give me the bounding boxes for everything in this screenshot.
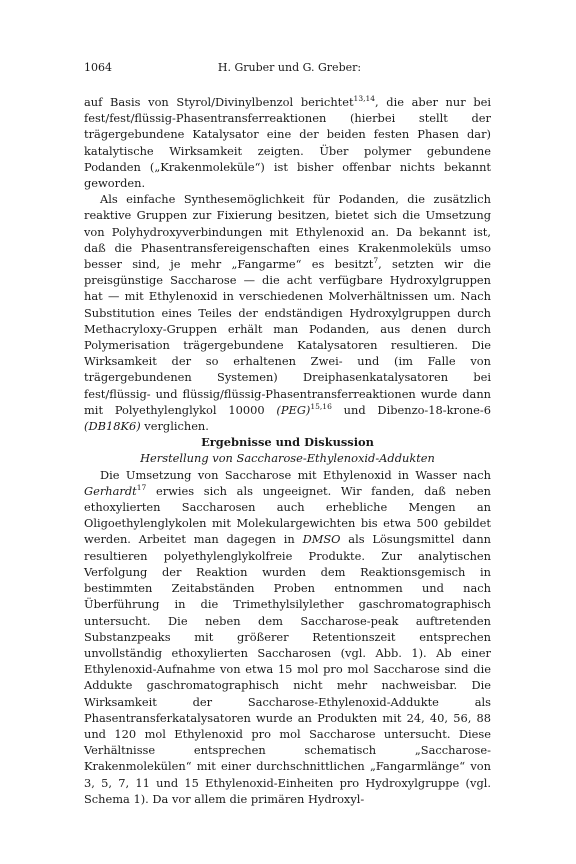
running-header-authors: H. Gruber und G. Greber: <box>217 61 362 74</box>
text-run: Die Umsetzung von Saccharose mit Ethylenoxid in Wasser nach <box>100 467 491 482</box>
text-run: Als einfache Synthesemöglichkeit für Podanden, die zusätzlich reaktive Gruppen zur Fixierung besitzen, bietet sich die Umsetzung von Polyhydroxyverbindungen mit Ethylenoxid an. Da bekannt ist, daß die Phasentransfereigenschaften eines Krakenmoleküls umso besser sind, je mehr „Fangarme“ es besitzt <box>84 192 491 272</box>
abbreviation: DMSO <box>302 532 341 547</box>
citation-ref: 7 <box>373 256 379 266</box>
subsection-heading: Herstellung von Saccharose-Ethylenoxid-Addukten <box>140 451 435 466</box>
text-run: und Dibenzo-18-krone-6 <box>331 402 492 417</box>
body-text <box>84 94 491 807</box>
paragraph-3 <box>84 467 491 807</box>
text-run: als Lösungsmittel dann resultieren polyethylenglykolfreie Produkte. Zur analytischen Verfolgung der Reaktion wurden dem Reaktionsgemisch in bestimmten Zeitabständen Proben entnommen und nach Überführung in die Trimethylsilylether gaschromatographisch untersucht. Die neben dem Saccharose-peak auftretenden Substanzpeaks mit größerer Retentionszeit entsprechen unvollständig ethoxylierten Saccharosen (vgl. Abb. 1). Ab einer Ethylenoxid-Aufnahme von etwa 15 mol pro mol Saccharose sind die Addukte gaschromatographisch nicht mehr nachweisbar. Die Wirksamkeit der Saccharose-Ethylenoxid-Addukte als Phasentransferkatalysatoren wurde an Produkten mit 24, 40, 56, 88 und 120 mol Ethylenoxid pro mol Saccharose untersucht. Diese Verhältnisse entsprechen schematisch „Saccharose-Krakenmolekülen“ mit einer durchschnittlichen „Fangarmlänge“ von 3, 5, 7, 11 und 15 Ethylenoxid-Einheiten pro Hydroxylgruppe (vgl. Schema 1). Da vor allem die primären Hydroxyl- <box>84 532 491 806</box>
text-run: , die aber nur bei fest/fest/flüssig-Phasentransferreaktionen (hierbei stellt der trägergebundene Katalysator eine der beiden festen Phasen dar) katalytische Wirksamkeit zeigten. Über polymer gebundene Podanden („Krakenmoleküle“) ist bisher offenbar nichts bekannt geworden. <box>84 95 491 191</box>
text-run: auf Basis von Styrol/Divinylbenzol berichtet <box>84 95 354 109</box>
abbreviation: (PEG) <box>276 402 311 417</box>
author-name: Gerhardt <box>84 483 137 498</box>
text-run: , setzten wir die preisgünstige Saccharose — die acht verfügbare Hydroxylgruppen hat — mit Ethylenoxid in verschiedenen Molverhältnissen um. Nach Substitution eines Teiles der endständigen Hydroxylgruppen durch Methacryloxy-Gruppen erhält man Podanden, aus denen durch Polymerisation trägergebundene Katalysatoren resultieren. Die Wirksamkeit der so erhaltenen Zwei- und (im Falle von trägergebundenen Systemen) Dreiphasenkatalysatoren bei fest/flüssig- und flüssig/flüssig-Phasentransferreaktionen wurde dann mit Polyethylenglykol 10000 <box>84 257 491 417</box>
running-header <box>84 61 495 77</box>
citation-ref: 13,14 <box>353 94 376 103</box>
abbreviation: (DB18K6) <box>84 419 141 434</box>
citation-ref: 15,16 <box>310 401 332 411</box>
paragraph-2 <box>84 191 491 434</box>
citation-ref: 17 <box>136 482 147 492</box>
section-heading: Ergebnisse und Diskussion <box>201 435 374 450</box>
text-run: erwies sich als ungeeignet. Wir fanden, daß neben ethoxylierten Saccharosen auch erhebliche Mengen an Oligoethylenglykolen mit Molekulargewichten bis etwa 500 gebildet werden. Arbeitet man dagegen in <box>84 483 491 547</box>
paragraph-1 <box>84 94 491 191</box>
text-run: verglichen. <box>140 419 209 434</box>
page-number: 1064 <box>84 61 112 74</box>
